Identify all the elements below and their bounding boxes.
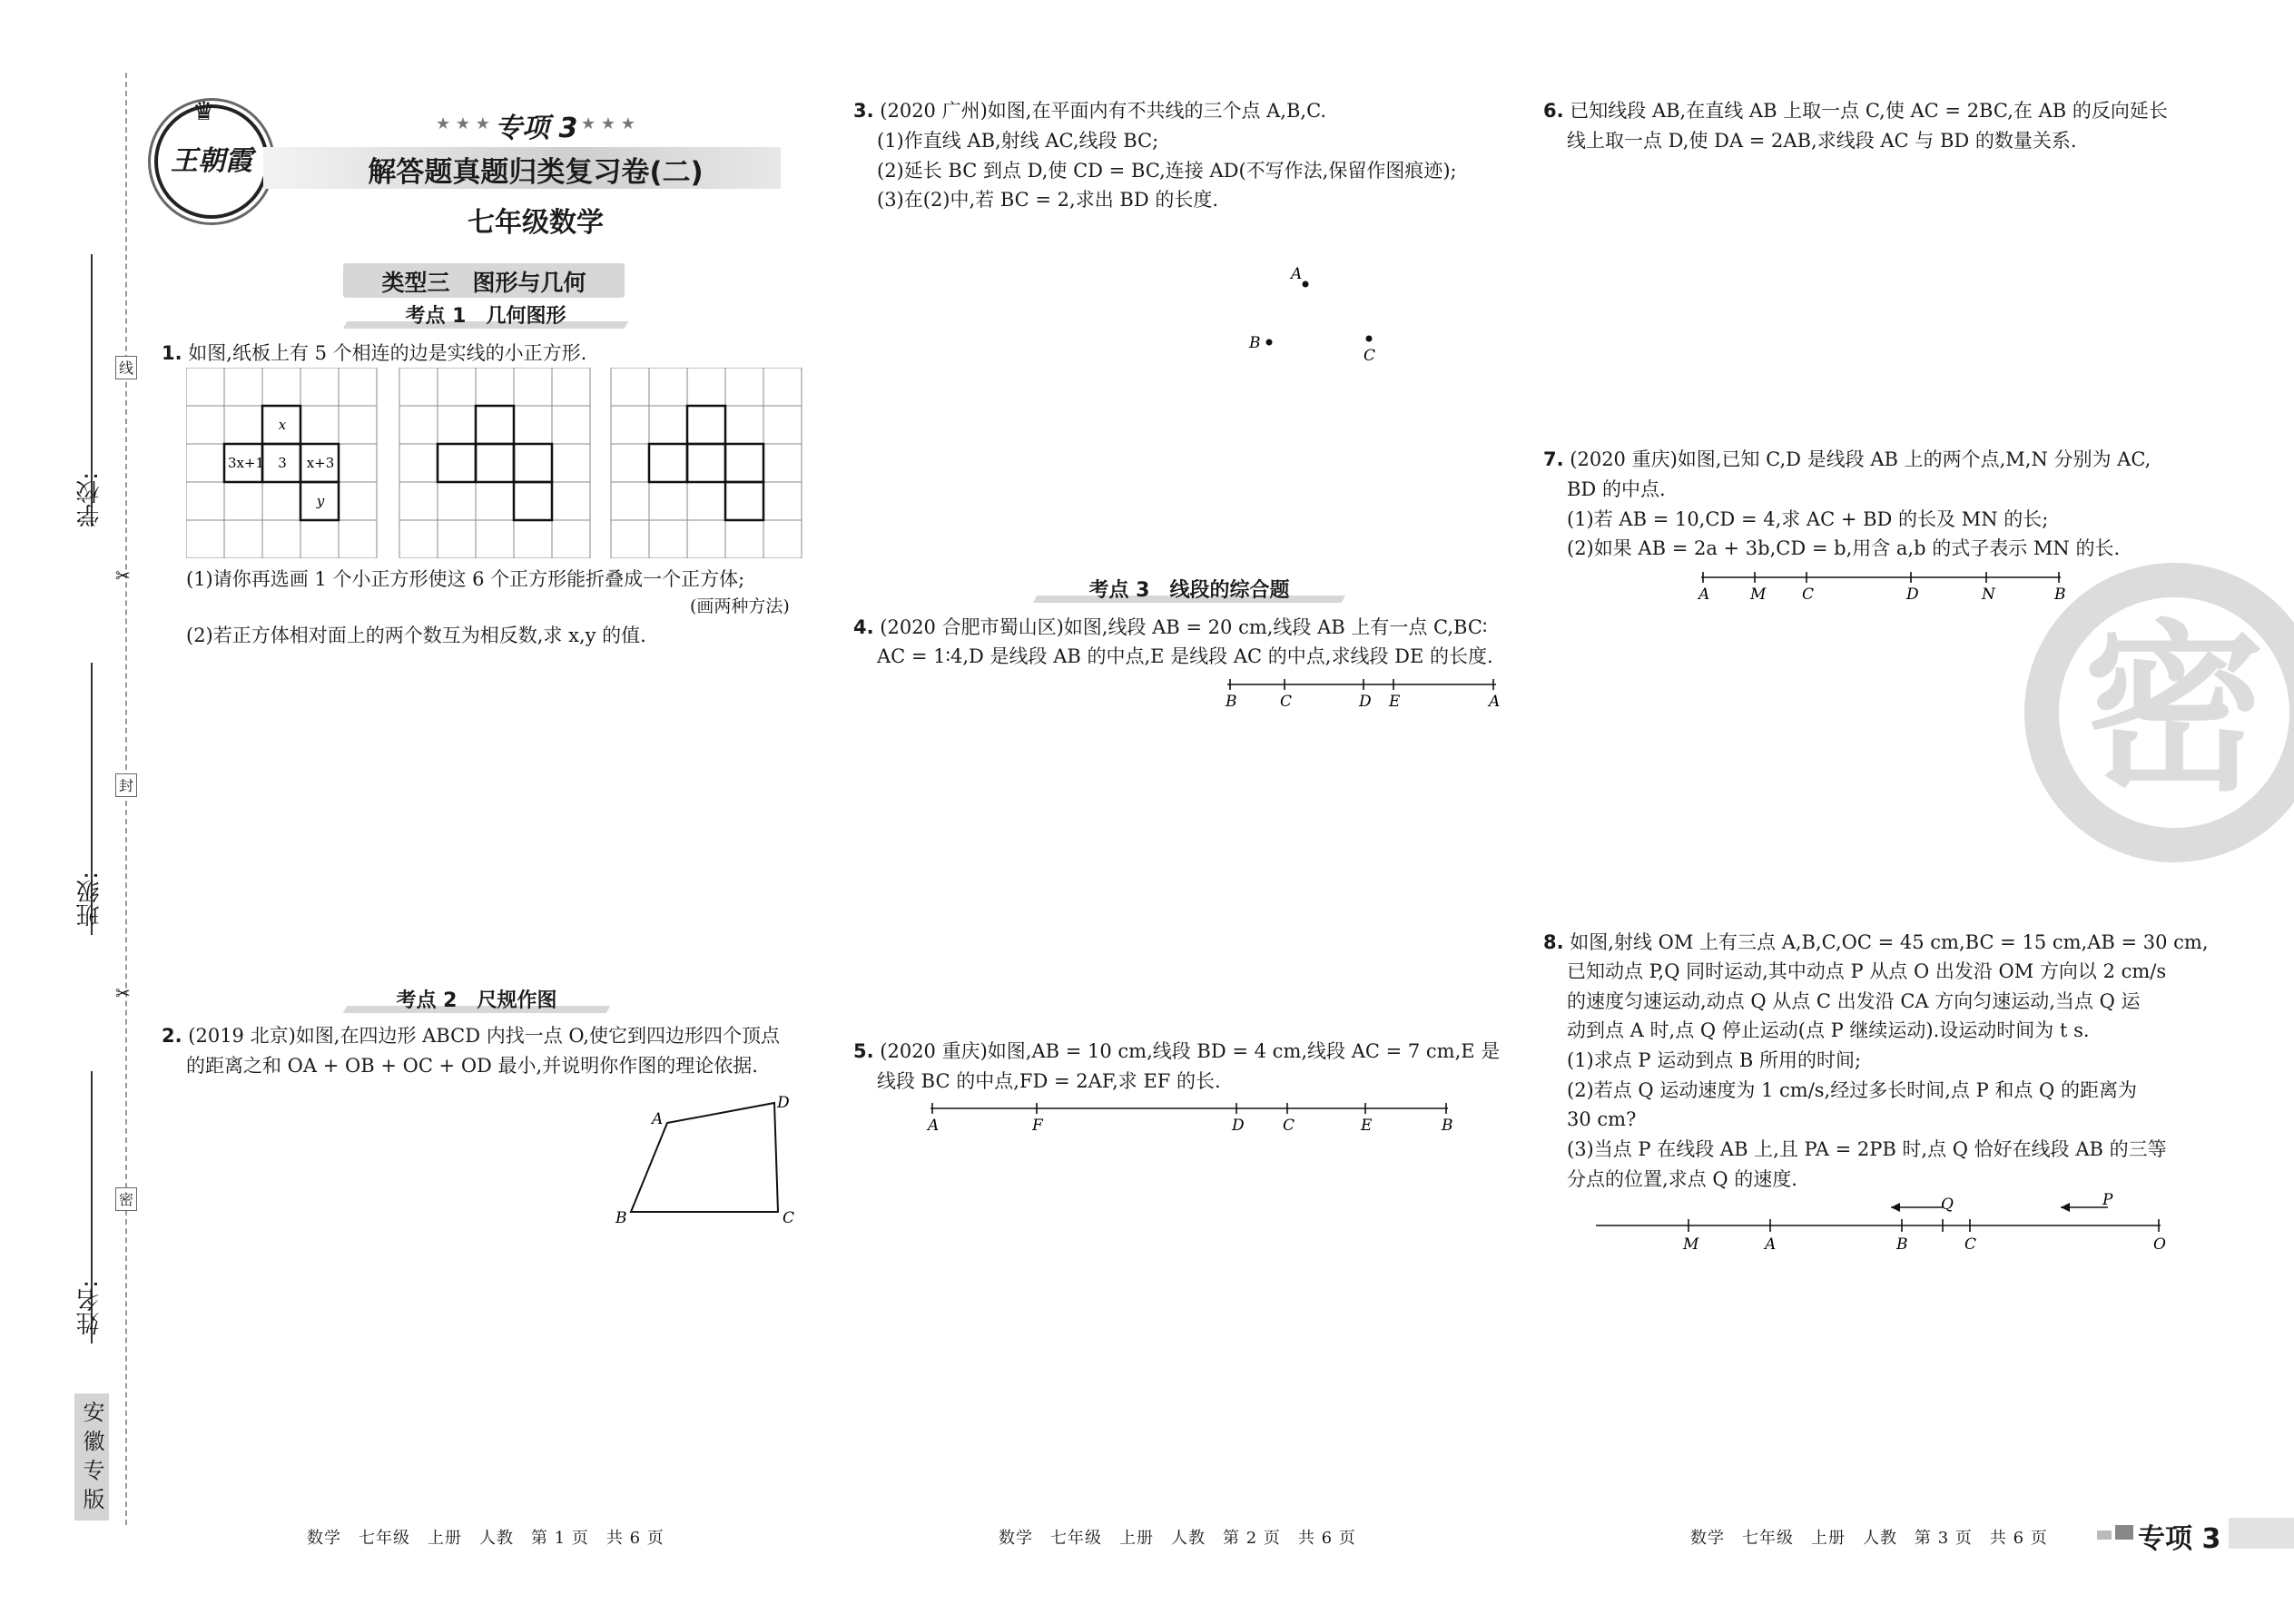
footer-tag-band (2229, 1518, 2294, 1549)
q1-cell-x: x (278, 417, 287, 433)
feng-box: 封 (115, 773, 137, 797)
footer-decor (2115, 1525, 2133, 1540)
q3-line3: (2)延长 BC 到点 D,使 CD = BC,连接 AD(不写作法,保留作图痕迹); (877, 160, 1457, 182)
q2-label-a: A (652, 1110, 664, 1128)
segment-label: A (1698, 586, 1710, 604)
segment-label: E (1361, 1117, 1373, 1135)
binding-dashed-line (125, 73, 127, 1525)
footer-page-1: 数学 七年级 上册 人教 第 1 页 共 6 页 (307, 1529, 665, 1548)
q4-line2: AC = 1∶4,D 是线段 AB 的中点,E 是线段 AC 的中点,求线段 DE 的长度. (877, 645, 1493, 667)
q8-line8: (3)当点 P 在线段 AB 上,且 PA = 2PB 时,点 Q 恰好在线段 AB 的三等 (1567, 1138, 2167, 1160)
ray-label: M (1683, 1235, 1699, 1253)
q8-line3: 的速度匀速运动,动点 Q 从点 C 出发沿 CA 方向匀速运动,当点 Q 运 (1567, 990, 2141, 1012)
footer-decor (2097, 1530, 2112, 1540)
q3-label-c: C (1364, 347, 1376, 365)
ray-label: C (1964, 1235, 1977, 1253)
edition-box (74, 1393, 109, 1521)
ray-label: O (2153, 1235, 2166, 1253)
q3-line1: 3. (2020 广州)如图,在平面内有不共线的三个点 A,B,C. (853, 100, 1327, 122)
page-title: 解答题真题归类复习卷(二) (368, 156, 704, 189)
q8-line7: 30 cm? (1567, 1108, 1637, 1130)
mi-box: 密 (115, 1187, 137, 1211)
q3-line2: (1)作直线 AB,射线 AC,线段 BC; (877, 130, 1159, 152)
q5-line2: 线段 BC 的中点,FD = 2AF,求 EF 的长. (877, 1070, 1221, 1092)
q7-segment (1689, 563, 2079, 608)
stamp-glyph: 密 (2082, 605, 2265, 816)
segment-label: D (1359, 693, 1372, 711)
q1-cell-c: x+3 (306, 455, 335, 471)
logo-crown-icon: ♛ (192, 96, 216, 126)
ray-label: B (1896, 1235, 1908, 1253)
segment-label: C (1802, 586, 1815, 604)
q1-part2: (2)若正方体相对面上的两个数互为相反数,求 x,y 的值. (186, 625, 646, 646)
q8-line2: 已知动点 P,Q 同时运动,其中动点 P 从点 O 出发沿 OM 方向以 2 cm/s (1567, 960, 2167, 982)
grade-title: 七年级数学 (468, 207, 604, 239)
q4-line1: 4. (2020 合肥市蜀山区)如图,线段 AB = 20 cm,线段 AB 上有一点 C,BC∶ (853, 616, 1488, 638)
q8-ray (1589, 1189, 2179, 1253)
q3-label-b: B (1249, 334, 1261, 352)
q1-cell-y: y (316, 493, 325, 509)
q2-quadrilateral (608, 1080, 808, 1235)
q8-line4: 动到点 A 时,点 Q 停止运动(点 P 继续运动).设运动时间为 t s. (1567, 1019, 2090, 1041)
q7-line2: BD 的中点. (1567, 478, 1666, 500)
q5-segment (917, 1094, 1462, 1139)
q4-segment (1216, 670, 1516, 715)
segment-label: C (1283, 1117, 1295, 1135)
q8-line6: (2)若点 Q 运动速度为 1 cm/s,经过多长时间,点 P 和点 Q 的距离为 (1567, 1079, 2137, 1101)
segment-label: A (1489, 693, 1501, 711)
ray-label: A (1765, 1235, 1777, 1253)
q5-line1: 5. (2020 重庆)如图,AB = 10 cm,线段 BD = 4 cm,线段 AC = 7 cm,E 是 (853, 1040, 1501, 1062)
segment-label: B (1442, 1117, 1453, 1135)
q7-line3: (1)若 AB = 10,CD = 4,求 AC + BD 的长及 MN 的长; (1567, 508, 2049, 530)
segment-label: E (1389, 693, 1401, 711)
segment-label: F (1032, 1117, 1043, 1135)
q8-label-p: P (2102, 1191, 2113, 1209)
binding-margin (0, 0, 154, 1624)
q8-line5: (1)求点 P 运动到点 B 所用的时间; (1567, 1049, 1862, 1071)
q1-cell-b: 3 (278, 455, 287, 471)
q3-line4: (3)在(2)中,若 BC = 2,求出 BD 的长度. (877, 189, 1219, 211)
school-label: 学校: (76, 472, 103, 527)
header-star-icon: ★ ★ ★ (581, 114, 635, 133)
header-star-icon: ★ ★ ★ (436, 114, 490, 133)
footer-page-2: 数学 七年级 上册 人教 第 2 页 共 6 页 (999, 1529, 1356, 1548)
q1-part1: (1)请你再选画 1 个小正方形使这 6 个正方形能折叠成一个正方体; (186, 568, 745, 590)
edition-label: 安徽专版 (79, 1401, 104, 1517)
q6-line1: 6. 已知线段 AB,在直线 AB 上取一点 C,使 AC = 2BC,在 AB 的反向延长 (1543, 100, 2168, 122)
segment-label: M (1750, 586, 1767, 604)
segment-label: B (1226, 693, 1237, 711)
q3-points (1235, 259, 1398, 377)
q2-line2: 的距离之和 OA + OB + OC + OD 最小,并说明你作图的理论依据. (186, 1055, 758, 1077)
q2-line1: 2. (2019 北京)如图,在四边形 ABCD 内找一点 O,使它到四边形四个顶点 (162, 1025, 781, 1047)
segment-label: A (928, 1117, 940, 1135)
kaodian-3-heading: 考点 3 线段的综合题 (1053, 577, 1325, 605)
segment-label: D (1906, 586, 1919, 604)
scissors-icon: ✂ (115, 982, 131, 1004)
class-label: 班级: (76, 871, 103, 927)
q1-stem: 1. 如图,纸板上有 5 个相连的边是实线的小正方形. (162, 342, 587, 364)
segment-label: N (1982, 586, 1995, 604)
q2-label-b: B (615, 1209, 627, 1227)
segment-label: B (2054, 586, 2066, 604)
segment-label: C (1280, 693, 1293, 711)
footer-tag: 专项 3 (2138, 1523, 2221, 1555)
kaodian-2-heading: 考点 2 尺规作图 (363, 988, 590, 1015)
project-label: 专项 3 (495, 113, 578, 144)
q1-part1-note: (画两种方法) (690, 596, 790, 616)
q3-label-a: A (1291, 265, 1303, 283)
kaodian-1-heading: 考点 1 几何图形 (363, 303, 608, 330)
q7-line4: (2)如果 AB = 2a + 3b,CD = b,用含 a,b 的式子表示 MN 的长. (1567, 537, 2121, 559)
q8-label-q: Q (1941, 1196, 1954, 1214)
q6-line2: 线上取一点 D,使 DA = 2AB,求线段 AC 与 BD 的数量关系. (1567, 130, 2077, 152)
q1-grids (186, 368, 812, 558)
xian-box: 线 (115, 356, 137, 379)
logo-text: 王朝霞 (171, 145, 252, 177)
q8-line1: 8. 如图,射线 OM 上有三点 A,B,C,OC = 45 cm,BC = 15 cm,AB = 30 cm, (1543, 931, 2209, 953)
q8-line9: 分点的位置,求点 Q 的速度. (1567, 1168, 1797, 1190)
footer-page-3: 数学 七年级 上册 人教 第 3 页 共 6 页 (1690, 1529, 2048, 1548)
scissors-icon: ✂ (115, 565, 131, 586)
q7-line1: 7. (2020 重庆)如图,已知 C,D 是线段 AB 上的两个点,M,N 分别为 AC, (1543, 448, 2151, 470)
q2-label-d: D (777, 1094, 790, 1112)
type-heading: 类型三 图形与几何 (381, 270, 586, 296)
q2-label-c: C (783, 1209, 795, 1227)
name-label: 姓名: (76, 1280, 103, 1335)
q1-cell-a: 3x+1 (227, 455, 265, 471)
segment-label: D (1232, 1117, 1245, 1135)
